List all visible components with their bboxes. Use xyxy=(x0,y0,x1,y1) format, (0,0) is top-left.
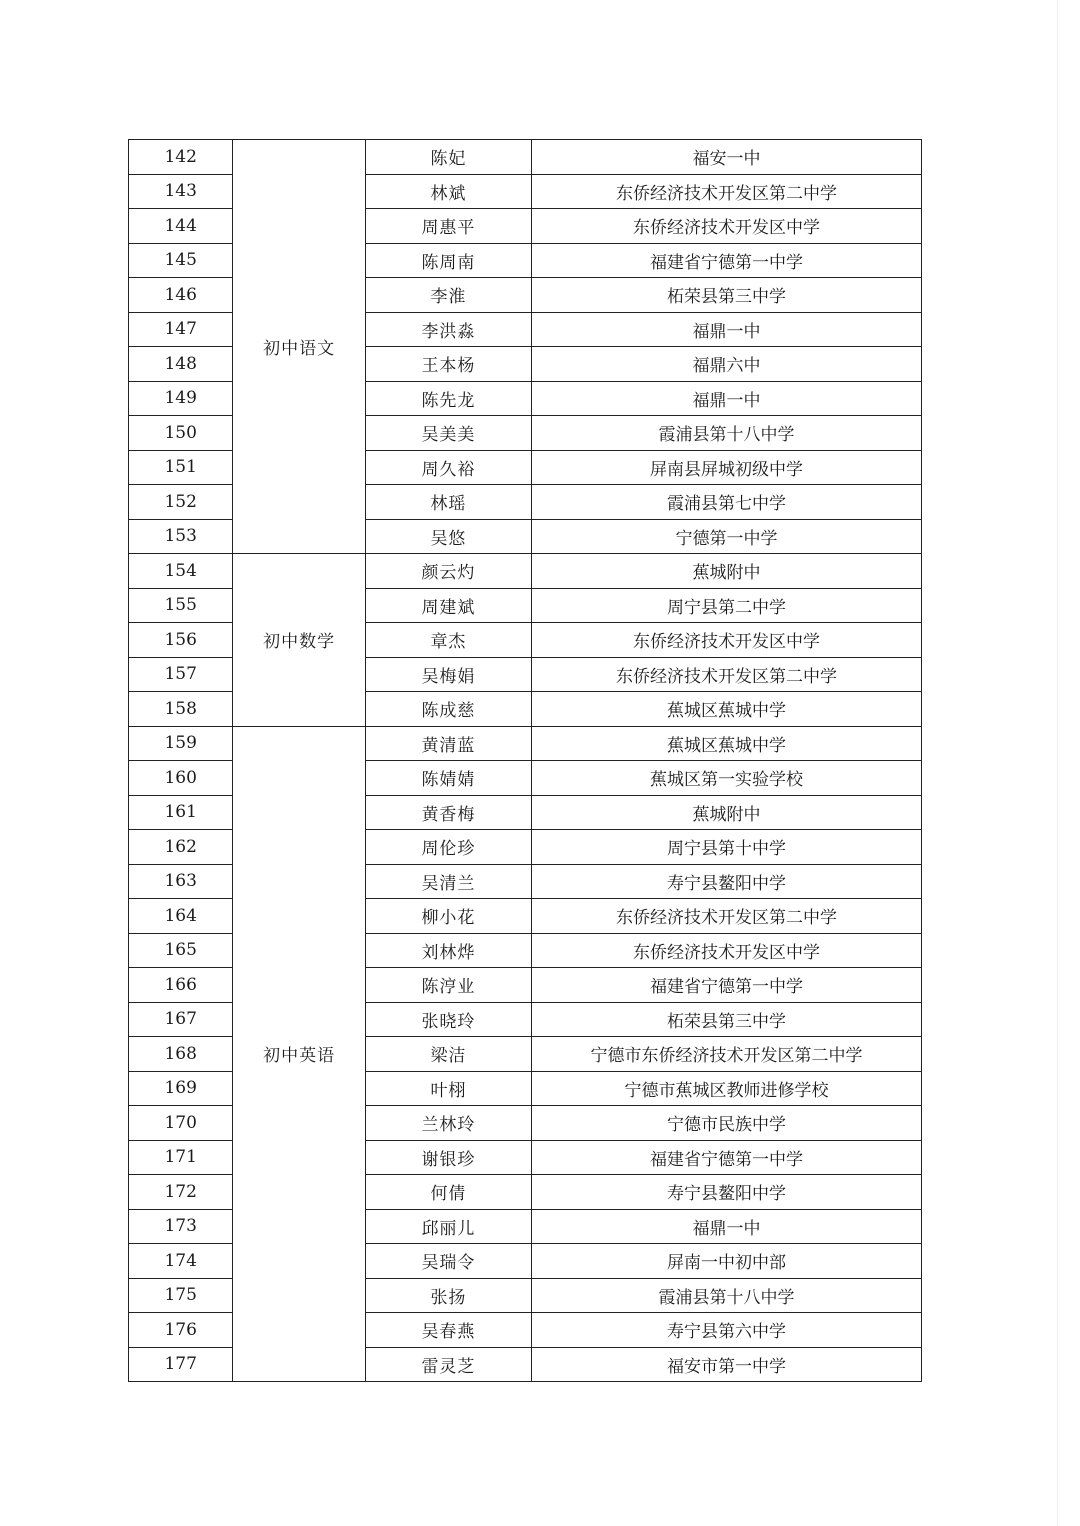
row-number: 150 xyxy=(129,416,233,451)
person-name: 梁洁 xyxy=(365,1037,531,1072)
school-name: 福安市第一中学 xyxy=(531,1347,921,1382)
person-name: 黄香梅 xyxy=(365,795,531,830)
table-row xyxy=(129,140,922,175)
row-number: 166 xyxy=(129,968,233,1003)
school-name: 福建省宁德第一中学 xyxy=(531,1140,921,1175)
school-name: 东侨经济技术开发区中学 xyxy=(531,933,921,968)
school-name: 东侨经济技术开发区第二中学 xyxy=(531,657,921,692)
school-name: 福鼎一中 xyxy=(531,1209,921,1244)
school-name: 蕉城区第一实验学校 xyxy=(531,761,921,796)
row-number: 162 xyxy=(129,830,233,865)
row-number: 163 xyxy=(129,864,233,899)
person-name: 吴悠 xyxy=(365,519,531,554)
person-name: 兰林玲 xyxy=(365,1106,531,1141)
school-name: 宁德市蕉城区教师进修学校 xyxy=(531,1071,921,1106)
school-name: 周宁县第十中学 xyxy=(531,830,921,865)
row-number: 167 xyxy=(129,1002,233,1037)
person-name: 林瑶 xyxy=(365,485,531,520)
table-row xyxy=(129,726,922,761)
row-number: 160 xyxy=(129,761,233,796)
school-name: 东侨经济技术开发区第二中学 xyxy=(531,899,921,934)
row-number: 176 xyxy=(129,1313,233,1348)
school-name: 福建省宁德第一中学 xyxy=(531,243,921,278)
row-number: 147 xyxy=(129,312,233,347)
row-number: 161 xyxy=(129,795,233,830)
row-number: 169 xyxy=(129,1071,233,1106)
school-name: 柘荣县第三中学 xyxy=(531,1002,921,1037)
person-name: 何倩 xyxy=(365,1175,531,1210)
school-name: 寿宁县第六中学 xyxy=(531,1313,921,1348)
row-number: 145 xyxy=(129,243,233,278)
person-name: 陈成慈 xyxy=(365,692,531,727)
roster-table xyxy=(128,139,922,1382)
school-name: 福鼎一中 xyxy=(531,381,921,416)
person-name: 吴春燕 xyxy=(365,1313,531,1348)
row-number: 152 xyxy=(129,485,233,520)
person-name: 吴清兰 xyxy=(365,864,531,899)
school-name: 蕉城附中 xyxy=(531,795,921,830)
school-name: 屏南一中初中部 xyxy=(531,1244,921,1279)
person-name: 周惠平 xyxy=(365,209,531,244)
row-number: 142 xyxy=(129,140,233,175)
person-name: 颜云灼 xyxy=(365,554,531,589)
person-name: 李洪淼 xyxy=(365,312,531,347)
row-number: 173 xyxy=(129,1209,233,1244)
row-number: 154 xyxy=(129,554,233,589)
school-name: 东侨经济技术开发区第二中学 xyxy=(531,174,921,209)
row-number: 146 xyxy=(129,278,233,313)
school-name: 福鼎一中 xyxy=(531,312,921,347)
person-name: 邱丽儿 xyxy=(365,1209,531,1244)
row-number: 156 xyxy=(129,623,233,658)
row-number: 157 xyxy=(129,657,233,692)
person-name: 张晓玲 xyxy=(365,1002,531,1037)
person-name: 吴瑞令 xyxy=(365,1244,531,1279)
person-name: 叶栩 xyxy=(365,1071,531,1106)
school-name: 霞浦县第十八中学 xyxy=(531,1278,921,1313)
row-number: 159 xyxy=(129,726,233,761)
person-name: 林斌 xyxy=(365,174,531,209)
school-name: 周宁县第二中学 xyxy=(531,588,921,623)
person-name: 陈妃 xyxy=(365,140,531,175)
person-name: 周伦珍 xyxy=(365,830,531,865)
row-number: 170 xyxy=(129,1106,233,1141)
person-name: 周久裕 xyxy=(365,450,531,485)
person-name: 王本杨 xyxy=(365,347,531,382)
subject-cell: 初中英语 xyxy=(233,726,366,1382)
school-name: 宁德市民族中学 xyxy=(531,1106,921,1141)
person-name: 刘林烨 xyxy=(365,933,531,968)
school-name: 蕉城区蕉城中学 xyxy=(531,726,921,761)
school-name: 东侨经济技术开发区中学 xyxy=(531,209,921,244)
school-name: 蕉城区蕉城中学 xyxy=(531,692,921,727)
row-number: 148 xyxy=(129,347,233,382)
person-name: 陈先龙 xyxy=(365,381,531,416)
row-number: 164 xyxy=(129,899,233,934)
subject-cell: 初中语文 xyxy=(233,140,366,554)
row-number: 155 xyxy=(129,588,233,623)
table-row xyxy=(129,554,922,589)
row-number: 158 xyxy=(129,692,233,727)
person-name: 雷灵芝 xyxy=(365,1347,531,1382)
person-name: 柳小花 xyxy=(365,899,531,934)
row-number: 151 xyxy=(129,450,233,485)
school-name: 霞浦县第十八中学 xyxy=(531,416,921,451)
person-name: 章杰 xyxy=(365,623,531,658)
row-number: 175 xyxy=(129,1278,233,1313)
person-name: 周建斌 xyxy=(365,588,531,623)
row-number: 153 xyxy=(129,519,233,554)
row-number: 174 xyxy=(129,1244,233,1279)
person-name: 张扬 xyxy=(365,1278,531,1313)
school-name: 福鼎六中 xyxy=(531,347,921,382)
school-name: 屏南县屏城初级中学 xyxy=(531,450,921,485)
school-name: 寿宁县鳌阳中学 xyxy=(531,864,921,899)
row-number: 177 xyxy=(129,1347,233,1382)
row-number: 168 xyxy=(129,1037,233,1072)
row-number: 149 xyxy=(129,381,233,416)
school-name: 蕉城附中 xyxy=(531,554,921,589)
row-number: 172 xyxy=(129,1175,233,1210)
school-name: 宁德第一中学 xyxy=(531,519,921,554)
row-number: 144 xyxy=(129,209,233,244)
person-name: 吴美美 xyxy=(365,416,531,451)
person-name: 陈涥业 xyxy=(365,968,531,1003)
school-name: 福安一中 xyxy=(531,140,921,175)
person-name: 吴梅娟 xyxy=(365,657,531,692)
person-name: 李淮 xyxy=(365,278,531,313)
person-name: 黄清蓝 xyxy=(365,726,531,761)
school-name: 寿宁县鳌阳中学 xyxy=(531,1175,921,1210)
school-name: 柘荣县第三中学 xyxy=(531,278,921,313)
school-name: 福建省宁德第一中学 xyxy=(531,968,921,1003)
person-name: 陈周南 xyxy=(365,243,531,278)
row-number: 165 xyxy=(129,933,233,968)
person-name: 谢银珍 xyxy=(365,1140,531,1175)
person-name: 陈婧婧 xyxy=(365,761,531,796)
row-number: 143 xyxy=(129,174,233,209)
scan-edge xyxy=(1057,0,1058,1526)
roster-body xyxy=(129,140,922,1382)
school-name: 东侨经济技术开发区中学 xyxy=(531,623,921,658)
school-name: 霞浦县第七中学 xyxy=(531,485,921,520)
school-name: 宁德市东侨经济技术开发区第二中学 xyxy=(531,1037,921,1072)
subject-cell: 初中数学 xyxy=(233,554,366,727)
row-number: 171 xyxy=(129,1140,233,1175)
